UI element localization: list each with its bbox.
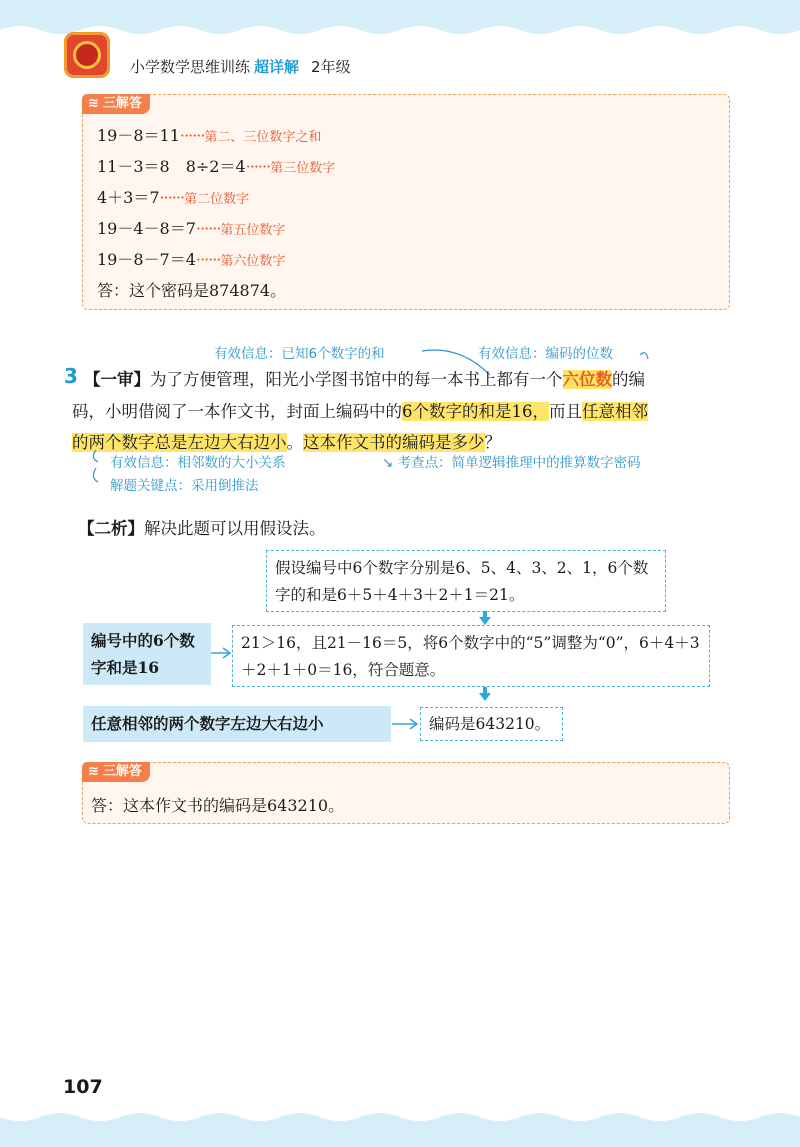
arrow-down-icon: [479, 617, 491, 625]
equation-line: 4＋3＝7······第二位数字: [97, 188, 250, 207]
equation-line: 19－8＝11······第二、三位数字之和: [97, 126, 322, 145]
question-line-1: 【一审】为了方便管理，阳光小学图书馆中的每一本书上都有一个六位数的编: [84, 370, 645, 389]
hypothesis-box: 假设编号中6个数字分别是6、5、4、3、2、1，6个数字的和是6＋5＋4＋3＋2＋1＝21。: [266, 550, 666, 612]
condition-box-order: 任意相邻的两个数字左边大右边小: [83, 706, 391, 742]
wave-icon: ≋: [88, 96, 99, 111]
grade-label: 2年级: [311, 58, 351, 76]
series-accent: 超详解: [254, 58, 300, 76]
equation-line: 11－3＝8 8÷2＝4······第三位数字: [97, 157, 336, 176]
annotation-key: 解题关键点：采用倒推法: [110, 478, 259, 494]
annotation-sum: 有效信息：已知6个数字的和: [214, 346, 385, 362]
annotation-adjacent: 有效信息：相邻数的大小关系: [110, 455, 286, 471]
arrow-right-icon: [211, 646, 233, 660]
answer-box-1: [82, 94, 730, 310]
condition-box-sum: 编号中的6个数字和是16: [83, 623, 211, 685]
annotation-digits: 有效信息：编码的位数: [478, 346, 613, 362]
equation-line: 19－4－8＝7······第五位数字: [97, 219, 286, 238]
book-logo-icon: [64, 32, 110, 78]
wave-icon: ≋: [88, 764, 99, 779]
answer-tag: [82, 762, 150, 782]
analysis-line: 【二析】解决此题可以用假设法。: [78, 519, 326, 538]
adjust-box: 21＞16，且21－16＝5，将6个数字中的“5”调整为“0”，6＋4＋3＋2＋1＋0＝16，符合题意。: [232, 625, 710, 687]
answer-conclusion: 答：这本作文书的编码是643210。: [91, 796, 345, 815]
wave-decoration: [0, 0, 800, 38]
question-line-3: 的两个数字总是左边大右边小。这本作文书的编码是多少？: [72, 433, 501, 452]
answer-conclusion: 答：这个密码是874874。: [97, 281, 287, 300]
bottom-wave-band: [0, 1109, 800, 1147]
arrow-right-icon: [392, 717, 420, 731]
wave-decoration: [0, 1109, 800, 1147]
answer-tag: [82, 94, 150, 114]
answer-tag-label: 三解答: [102, 96, 142, 111]
equation-line: 19－8－7＝4······第六位数字: [97, 250, 286, 269]
question-line-2: 码，小明借阅了一本作文书，封面上编码中的6个数字的和是16，而且任意相邻: [72, 402, 648, 421]
annotation-focus: ↘ 考查点：简单逻辑推理中的推算数字密码: [382, 455, 641, 471]
result-box: 编码是643210。: [420, 707, 563, 741]
arrow-down-icon: [479, 693, 491, 701]
question-number: 3: [64, 364, 78, 388]
answer-box-2: [82, 762, 730, 824]
book-title: [130, 56, 351, 77]
answer-tag-label: 三解答: [102, 764, 142, 779]
series-title: 小学数学思维训练: [130, 58, 251, 76]
top-wave-band: [0, 0, 800, 38]
page-number: 107: [63, 1076, 103, 1098]
